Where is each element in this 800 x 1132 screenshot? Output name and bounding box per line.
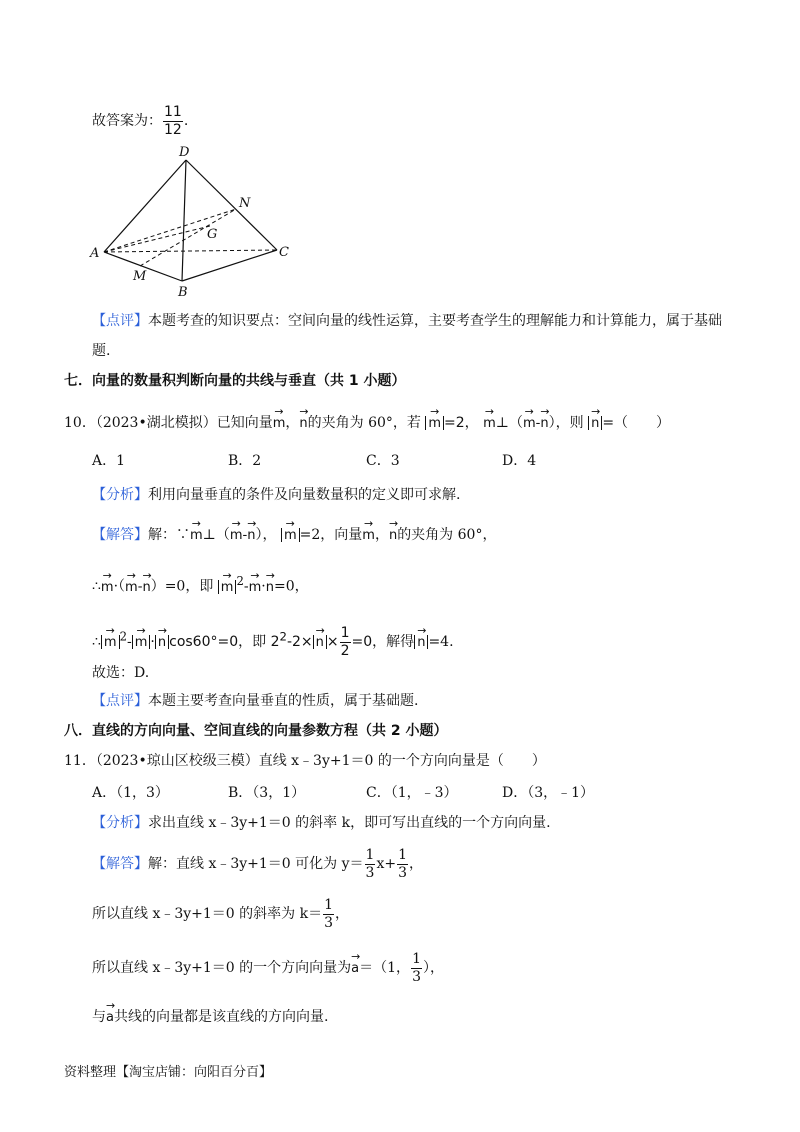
edge-AC-dashed <box>104 250 277 252</box>
q11-analysis: 【分析】求出直线 x﹣3y+1＝0 的斜率 k，即可写出直线的一个方向向量. <box>92 815 551 831</box>
edge-DA <box>104 160 186 252</box>
label-B: B <box>178 285 188 300</box>
footer-note: 资料整理【淘宝店铺：向阳百分百】 <box>64 1065 273 1080</box>
edge-DB <box>182 160 186 281</box>
third-fraction: $\frac{1}{3}$ <box>365 847 375 881</box>
third-fraction: $\frac{1}{3}$ <box>398 847 408 881</box>
third-fraction: $\frac{1}{3}$ <box>412 951 421 985</box>
label-G: G <box>207 227 218 242</box>
comment-1-line1: 【点评】本题考查的知识要点：空间向量的线性运算，主要考查学生的理解能力和计算能力，属于基础 <box>92 313 722 329</box>
q10-stem: 10．（2023•湖北模拟）已知向量→ m，→ n的夹角为 60°，若 → m =2， → m⊥（→ m-→ n），则 → n =（ ） <box>64 416 670 430</box>
comment-1-line2: 题. <box>92 343 111 359</box>
q10-option-b[interactable]: B．2 <box>228 453 262 469</box>
q10-option-a[interactable]: A．1 <box>92 453 126 469</box>
q11-solution-line1: 【解答】解：直线 x﹣3y+1＝0 可化为 y＝ $\frac{1}{3}$ x+ $\frac{1}{3}$ ， <box>92 847 424 881</box>
q11-option-d[interactable]: D．（3，﹣1） <box>502 785 595 801</box>
segment-MN-dashed <box>140 209 236 266</box>
label-A: A <box>90 246 100 261</box>
label-D: D <box>179 145 190 160</box>
q10-solution-line3: ∴→ m $^2$-→ m ·→ n cos60°=0，即 $2^2-2\times\to n$ × $\frac{1}{2}$ =0，解得→ n =4. <box>92 626 454 658</box>
q10-comment: 【点评】本题主要考查向量垂直的性质，属于基础题. <box>92 693 419 709</box>
q11-solution-line4: 与→ a共线的向量都是该直线的方向向量. <box>92 1010 328 1024</box>
q11-solution-line2: 所以直线 x﹣3y+1＝0 的斜率为 k＝ $\frac{1}{3}$ ， <box>92 897 350 931</box>
q11-option-b[interactable]: B．（3，1） <box>228 785 306 801</box>
q10-choose: 故选：D. <box>92 665 150 681</box>
q11-stem: 11．（2023•琼山区校级三模）直线 x﹣3y+1＝0 的一个方向向量是（ ） <box>64 753 546 769</box>
edge-AB <box>104 252 182 281</box>
segment-AN-dashed <box>104 209 236 252</box>
answer-fraction: $\frac{11}{12}$ <box>164 104 182 138</box>
label-N: N <box>239 196 251 211</box>
label-C: C <box>279 245 289 260</box>
half-fraction: $\frac{1}{2}$ <box>340 625 350 659</box>
q10-solution-line2: ∴→ m·（→ m-→ n）=0，即 → m $^2$-→ m·→ n=0， <box>92 576 309 594</box>
q11-option-a[interactable]: A．（1，3） <box>92 785 169 801</box>
answer-line: 故答案为： $\frac{11}{12}$ . <box>92 104 189 138</box>
q10-solution-line1: 【解答】解：∵→ m⊥（→ m-→ n）， → m =2，向量→ m，→ n的夹角为 60°， <box>92 528 496 542</box>
third-fraction: $\frac{1}{3}$ <box>324 897 334 931</box>
section-7-title: 七．向量的数量积判断向量的共线与垂直（共 1 小题） <box>64 373 406 389</box>
q10-option-c[interactable]: C．3 <box>366 453 400 469</box>
q10-option-d[interactable]: D．4 <box>502 453 537 469</box>
q11-solution-line3: 所以直线 x﹣3y+1＝0 的一个方向向量为→ a＝（1， $\frac{1}{3}$ ）， <box>92 952 444 984</box>
edge-BC <box>182 250 277 281</box>
q11-option-c[interactable]: C．（1，﹣3） <box>366 785 458 801</box>
section-8-title: 八．直线的方向向量、空间直线的向量参数方程（共 2 小题） <box>64 723 448 739</box>
edge-DC <box>186 160 277 250</box>
comment-tag: 【点评】 <box>92 313 148 329</box>
q10-analysis: 【分析】利用向量垂直的条件及向量数量积的定义即可求解. <box>92 487 461 503</box>
label-M: M <box>133 269 147 284</box>
answer-prefix: 故答案为： <box>92 113 162 130</box>
segment-AG-dashed <box>104 226 210 252</box>
